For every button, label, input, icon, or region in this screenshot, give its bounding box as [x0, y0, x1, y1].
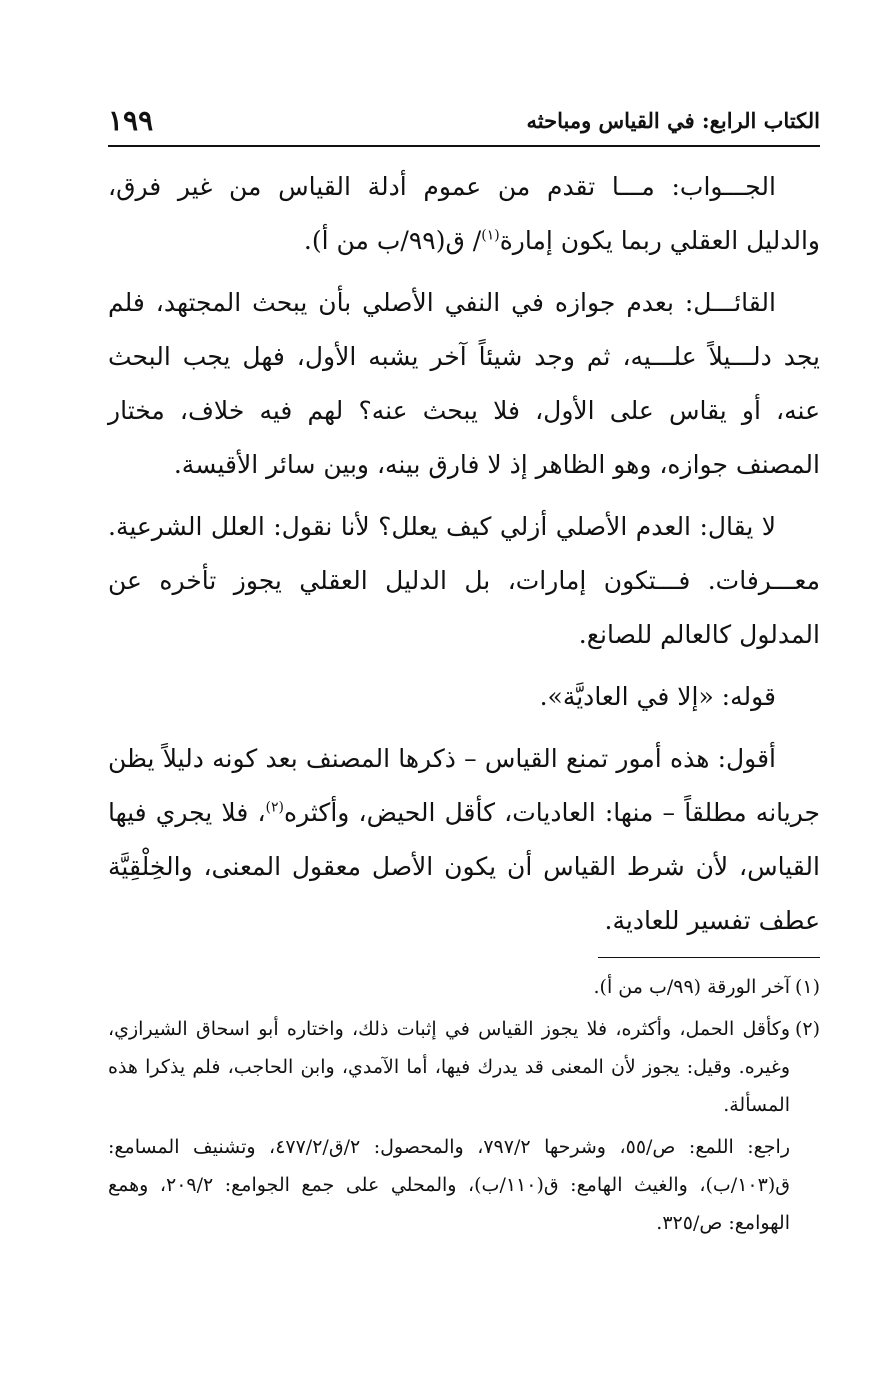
footnote-ref-2: (٢) [265, 799, 284, 816]
paragraph-qail: القائـــل: بعدم جوازه في النفي الأصلي بأن يبحث المجتهد، فلم يجد دلـــيلاً علـــيه، ثم وجد شيئاً آخر يشبه الأول، فهل يجب البحث عنه، أو يقاس على الأول، فلا يبحث عنه؟ لهم فيه خلاف، مختار المصنف جوازه، وهو الظاهر إذ لا فارق بينه، وبين سائر الأقيسة. [108, 288, 820, 479]
paragraph-qawluhu: قوله: «إلا في العاديَّة». [539, 682, 776, 711]
paragraph-aqul-text: أقول: هذه أمور تمنع القياس – ذكرها المصنف بعد كونه دليلاً يظن جريانه مطلقاً – منها: العاديات، كأقل الحيض، وأكثره [108, 744, 820, 827]
footnote-2-text: وكأقل الحمل، وأكثره، فلا يجوز القياس في إثبات ذلك، واختاره أبو اسحاق الشيرازي، وغيره. وقيل: يجوز لأن المعنى قد يدرك فيها، أما الآمدي، وابن الحاجب، فلم يذكرا هذه المسألة. [108, 1018, 790, 1116]
paragraph-answer-text: الجـــواب: مـــا تقدم من عموم أدلة القياس من غير فرق، والدليل العقلي ربما يكون إمارة [108, 172, 820, 255]
page-number: ١٩٩ [108, 103, 154, 137]
footnote-ref-1: (١) [481, 227, 500, 244]
paragraph-answer-tail: / ق(٩٩/ب من أ). [303, 226, 482, 255]
paragraph-aqul [108, 732, 820, 948]
footnote-1-number: (١) [794, 976, 820, 998]
footnote-1 [108, 968, 820, 1006]
footnotes [108, 968, 820, 1246]
main-text [108, 160, 820, 956]
footnote-2 [108, 1010, 820, 1124]
paragraph-answer [108, 160, 820, 268]
paragraph-la-yuqal: لا يقال: العدم الأصلي أزلي كيف يعلل؟ لأنا نقول: العلل الشرعية. معـــرفات. فـــتكون إمارات، بل الدليل العقلي يجوز تأخره عن المدلول كالعالم للصانع. [108, 512, 820, 649]
footnote-2-references: راجع: اللمع: ص/٥٥، وشرحها ٧٩٧/٢، والمحصول: ٢/ق/٤٧٧/٢، وتشنيف المسامع: ق(١٠٣/ب)، والغيث الهامع: ق(١١٠/ب)، والمحلي على جمع الجوامع: ٢٠٩/٢، وهمع الهوامع: ص/٣٢٥. [108, 1136, 790, 1234]
header-rule [108, 145, 820, 147]
running-title: الكتاب الرابع: في القياس ومباحثه [526, 107, 820, 133]
footnote-1-text: آخر الورقة (٩٩/ب من أ). [593, 976, 790, 998]
paragraph-aqul-tail: ، فلا يجري فيها القياس، لأن شرط القياس أن يكون الأصل معقول المعنى، والخِلْقِيَّة عطف تفسير للعادية. [108, 798, 820, 935]
footnote-2-number: (٢) [794, 1018, 820, 1040]
footnote-rule [598, 957, 820, 958]
page-header [108, 98, 820, 142]
